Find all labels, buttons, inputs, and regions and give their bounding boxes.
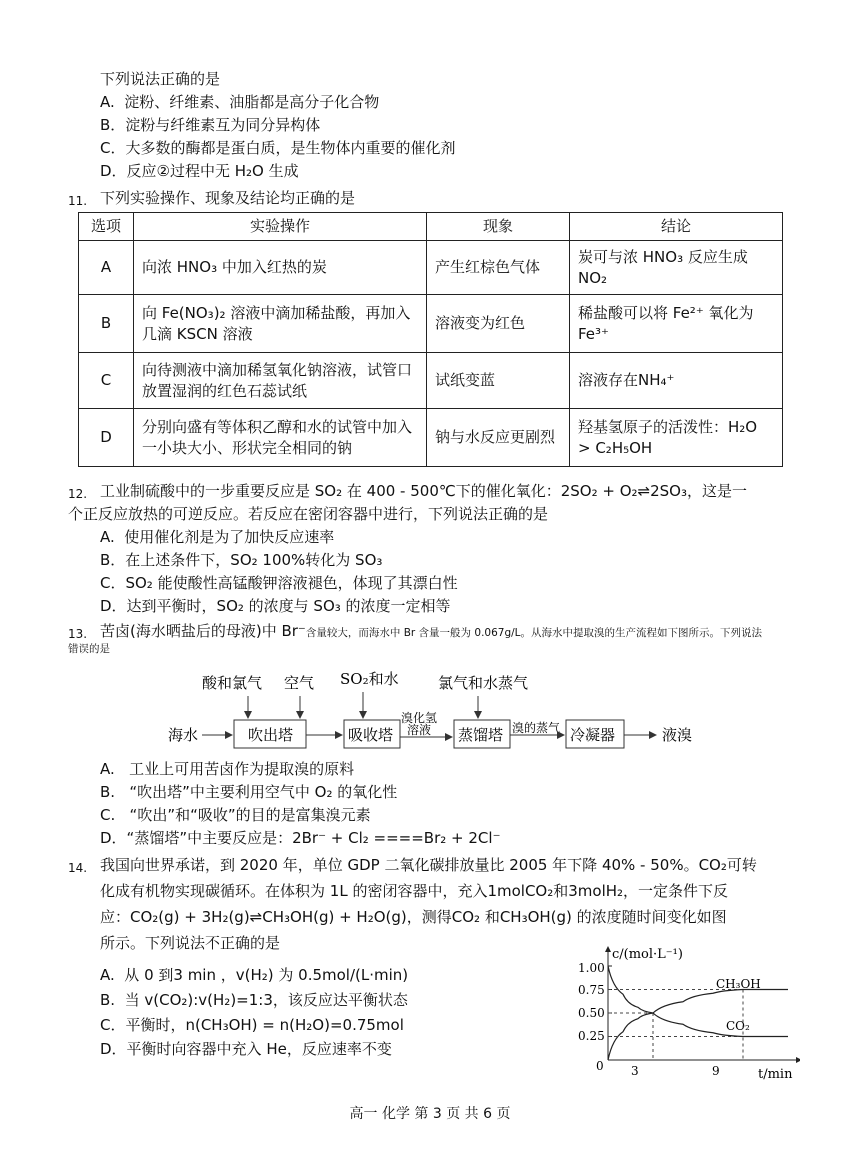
row-conclusion: 羟基氢原子的活泼性：H₂O > C₂H₅OH [570, 409, 783, 467]
q10-option-c: C．大多数的酶都是蛋白质，是生物体内重要的催化剂 [100, 139, 456, 157]
row-conclusion: 溶液存在NH₄⁺ [570, 353, 783, 409]
q14-option-c: C．平衡时，n(CH₃OH) = n(H₂O)=0.75mol [100, 1016, 404, 1034]
q14-number: 14. [68, 861, 88, 875]
flow-box-blow-tower-label: 吹出塔 [248, 726, 294, 744]
q12-option-c: C．SO₂ 能使酸性高锰酸钾溶液褪色，体现了其漂白性 [100, 574, 458, 592]
chart-ylabel: c/(mol·L⁻¹) [612, 947, 683, 962]
table-header-row [79, 213, 783, 241]
q14-option-d: D．平衡时向容器中充入 He，反应速率不变 [100, 1040, 392, 1058]
header-phenomenon: 现象 [427, 213, 570, 241]
q13-option-c: C. “吹出”和“吸收”的目的是富集溴元素 [100, 806, 371, 824]
x-tick-label: 0 [596, 1059, 604, 1073]
q12-option-b: B．在上述条件下，SO₂ 100%转化为 SO₃ [100, 551, 383, 569]
q13-number: 13. [68, 627, 88, 641]
row-conclusion: 炭可与浓 HNO₃ 反应生成 NO₂ [570, 241, 783, 295]
flow-label-br-vapor: 溴的蒸气 [512, 721, 561, 735]
q14-line3: 应：CO₂(g) + 3H₂(g)⇌CH₃OH(g) + H₂O(g)，测得CO₂ 和CH₃OH(g) 的浓度随时间变化如图 [100, 908, 727, 926]
row-option: D [79, 409, 134, 467]
q13-option-b: B. “吹出塔”中主要利用空气中 O₂ 的氧化性 [100, 783, 398, 801]
y-tick-label: 0.25 [578, 1029, 605, 1043]
row-operation: 向浓 HNO₃ 中加入红热的炭 [134, 241, 427, 295]
experiment-table [78, 212, 783, 467]
flow-input-acid-chlorine: 酸和氯气 [202, 674, 263, 692]
x-tick-label: 9 [712, 1064, 720, 1078]
flow-box-condenser-label: 冷凝器 [570, 726, 616, 744]
q10-option-d: D．反应②过程中无 H₂O 生成 [100, 162, 299, 180]
x-tick-label: 3 [631, 1064, 639, 1078]
q11-number: 11. [68, 194, 88, 208]
q12-number: 12. [68, 487, 88, 501]
chart-xlabel: t/min [758, 1067, 793, 1082]
q12-stem-line1: 工业制硫酸中的一步重要反应是 SO₂ 在 400 - 500℃下的催化氧化：2SO₂ + O₂⇌2SO₃，这是一 [100, 482, 747, 500]
q13-option-a: A. 工业上可用苦卤作为提取溴的原料 [100, 760, 355, 778]
series-line-ch3oh [608, 990, 788, 1061]
row-option: C [79, 353, 134, 409]
series-line-co2 [608, 966, 788, 1037]
q12-stem-line2: 个正反应放热的可逆反应。若反应在密闭容器中进行，下列说法正确的是 [68, 505, 549, 523]
y-axis-arrow [605, 946, 611, 952]
q10-option-b: B．淀粉与纤维素互为同分异构体 [100, 116, 321, 134]
table-row [79, 409, 783, 467]
q13-stem [100, 620, 762, 644]
row-phenomenon: 钠与水反应更剧烈 [427, 409, 570, 467]
table-row [79, 295, 783, 353]
row-option: A [79, 241, 134, 295]
flow-end-liquid-bromine: 液溴 [662, 726, 693, 744]
header-operation: 实验操作 [134, 213, 427, 241]
q12-option-d: D．达到平衡时，SO₂ 的浓度与 SO₃ 的浓度一定相等 [100, 597, 451, 615]
q11-stem: 下列实验操作、现象及结论均正确的是 [100, 189, 356, 207]
q10-stem: 下列说法正确的是 [100, 70, 221, 88]
q14-line1: 我国向世界承诺，到 2020 年，单位 GDP 二氧化碳排放量比 2005 年下降 40% - 50%。CO₂可转 [100, 856, 757, 874]
y-tick-label: 0.50 [578, 1006, 605, 1020]
bromine-flow-diagram [160, 664, 720, 754]
header-option: 选项 [79, 213, 134, 241]
q13-stem-small: 含量较大，而海水中 Br 含量一般为 0.067g/L。从海水中提取溴的生产流程如下图所示。下列说法 [305, 627, 763, 639]
q13-stem-small2: 错误的是 [68, 643, 110, 655]
flow-label-solution: 溶液 [407, 723, 432, 737]
row-operation: 分别向盛有等体积乙醇和水的试管中加入一小块大小、形状完全相同的钠 [134, 409, 427, 467]
row-phenomenon: 产生红棕色气体 [427, 241, 570, 295]
flow-input-air: 空气 [284, 674, 315, 692]
flow-box-distill-tower-label: 蒸馏塔 [458, 726, 504, 744]
page-footer: 高一 化学 第 3 页 共 6 页 [349, 1106, 511, 1122]
y-tick-label: 0.75 [578, 983, 605, 997]
row-phenomenon: 试纸变蓝 [427, 353, 570, 409]
q10-option-a: A. 淀粉、纤维素、油脂都是高分子化合物 [100, 93, 380, 111]
q14-line4: 所示。下列说法不正确的是 [100, 934, 281, 952]
x-axis-arrow [796, 1057, 800, 1063]
header-conclusion: 结论 [570, 213, 783, 241]
flow-input-chlorine-steam: 氯气和水蒸气 [438, 674, 529, 692]
row-phenomenon: 溶液变为红色 [427, 295, 570, 353]
series-label-ch3oh: CH₃OH [716, 977, 761, 991]
flow-input-so2-water: SO₂和水 [340, 670, 399, 688]
series-label-co2: CO₂ [726, 1019, 750, 1033]
q14-option-b: B. 当 v(CO₂):v(H₂)=1:3，该反应达平衡状态 [100, 991, 408, 1009]
table-row [79, 241, 783, 295]
row-conclusion: 稀盐酸可以将 Fe²⁺ 氧化为 Fe³⁺ [570, 295, 783, 353]
q13-stem-main: 苦卤(海水晒盐后的母液)中 Br⁻ [100, 622, 306, 640]
concentration-time-chart [570, 942, 800, 1084]
flow-start-seawater: 海水 [168, 726, 199, 744]
y-tick-label: 1.00 [578, 961, 605, 975]
flow-box-absorb-tower-label: 吸收塔 [348, 726, 394, 744]
table-row [79, 353, 783, 409]
flow-label-hbr: 溴化氢 [401, 711, 438, 725]
row-option: B [79, 295, 134, 353]
q12-option-a: A. 使用催化剂是为了加快反应速率 [100, 528, 335, 546]
q14-option-a: A. 从 0 到3 min ，v(H₂) 为 0.5mol/(L·min) [100, 966, 409, 984]
row-operation: 向待测液中滴加稀氢氧化钠溶液，试管口放置湿润的红色石蕊试纸 [134, 353, 427, 409]
q14-line2: 化成有机物实现碳循环。在体积为 1L 的密闭容器中，充入1molCO₂和3molH₂，一定条件下反 [100, 882, 729, 900]
row-operation: 向 Fe(NO₃)₂ 溶液中滴加稀盐酸，再加入几滴 KSCN 溶液 [134, 295, 427, 353]
q13-option-d: D．“蒸馏塔”中主要反应是：2Br⁻ + Cl₂ ====Br₂ + 2Cl⁻ [100, 829, 501, 847]
